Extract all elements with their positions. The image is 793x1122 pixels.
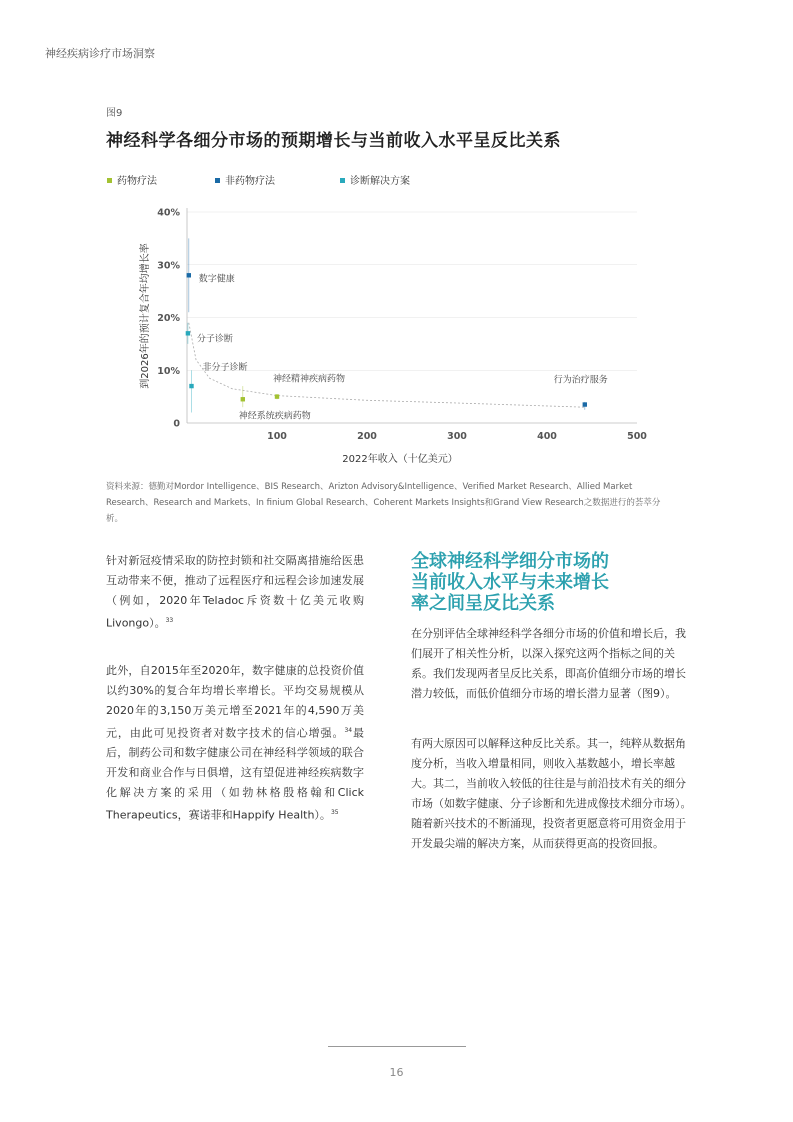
legend-label-drug: 药物疗法 — [117, 176, 157, 187]
legend-marker-nondrug — [215, 178, 220, 183]
left-paragraph-2 — [106, 661, 364, 826]
data-point — [189, 384, 193, 388]
y-axis-label: 到2026年的预计复合年均增长率 — [140, 243, 151, 389]
data-point — [275, 394, 279, 398]
y-tick-label: 10% — [157, 365, 180, 377]
x-tick-label: 100 — [267, 431, 287, 442]
point-label: 行为治疗服务 — [553, 375, 608, 386]
data-point — [187, 273, 191, 277]
point-label: 分子诊断 — [196, 334, 233, 345]
trend-line — [189, 323, 585, 407]
point-label: 非分子诊断 — [202, 363, 248, 374]
document-header: 神经疾病诊疗市场洞察 — [45, 47, 155, 60]
data-point — [186, 331, 190, 335]
data-point — [583, 402, 587, 406]
y-tick-label: 20% — [157, 313, 180, 324]
section-title-line: 当前收入水平与未来增长 — [411, 572, 609, 593]
data-point — [241, 397, 245, 401]
y-tick-label: 0 — [173, 418, 180, 430]
left-paragraph-1 — [106, 551, 364, 634]
left-paragraph-2b-text: 最后，制药公司和数字健康公司在神经科学领域的联合开发和商业合作与日俱增，这有望促进神经疾病数字化解决方案的采用（如勃林格殷格翰和Click Therapeutics，赛诺菲和Happify Health）。 — [106, 726, 364, 822]
point-label: 神经系统疾病药物 — [238, 411, 311, 422]
legend-label-diagnostics: 诊断解决方案 — [350, 176, 410, 187]
point-label: 神经精神疾病药物 — [273, 374, 346, 385]
chart-legend — [107, 174, 410, 187]
left-paragraph-2-text: 此外，自2015年至2020年，数字健康的总投资价值以约30%的复合年均增长率增长。平均交易规模从2020年的3,150万美元增至2021年的4,590万美元，由此可见投资者对数字技术的信心增强。 — [106, 663, 364, 740]
figure-title: 神经科学各细分市场的预期增长与当前收入水平呈反比关系 — [106, 131, 561, 151]
y-tick-label: 40% — [157, 207, 180, 219]
section-title-line: 全球神经科学细分市场的 — [411, 551, 609, 572]
page-number: 16 — [389, 1066, 404, 1079]
x-tick-label: 200 — [357, 431, 377, 442]
x-axis-label: 2022年收入（十亿美元） — [342, 454, 458, 465]
axis-layer — [157, 208, 647, 443]
figure-label: 图9 — [106, 108, 123, 119]
left-paragraph-1-text: 针对新冠疫情采取的防控封锁和社交隔离措施给医患互动带来不便，推动了远程医疗和远程会诊加速发展（例如，2020年Teladoc斥资数十亿美元收购Livongo）。 — [106, 554, 364, 630]
footnote-ref: 33 — [165, 617, 174, 624]
x-tick-label: 400 — [537, 431, 557, 442]
x-tick-label: 300 — [447, 431, 467, 442]
grid-layer — [187, 212, 637, 370]
points-layer — [186, 238, 608, 421]
legend-marker-drug — [107, 178, 112, 183]
section-title-line: 率之间呈反比关系 — [411, 593, 555, 614]
right-paragraph-2: 有两大原因可以解释这种反比关系。其一，纯粹从数据角度分析，当收入增量相同，则收入基数越小，增长率越大。其二，当前收入较低的往往是与前沿技术有关的细分市场（如数字健康、分子诊断和先进成像技术细分市场）。随着新兴技术的不断涌现，投资者更愿意将可用资金用于开发最尖端的解决方案，从而获得更高的投资回报。 — [411, 737, 692, 850]
scatter-chart — [100, 168, 660, 468]
footnote-ref: 35 — [330, 809, 339, 817]
figure-source: 资料来源：德勤对Mordor Intelligence、BIS Research、Arizton Advisory&Intelligence、Verified Market Research、Allied Market Research、Research and Markets、In finium Global Research、Coherent Markets Insights和Grand View Research之数据进行的荟萃分析。 — [106, 482, 661, 524]
x-tick-label: 500 — [627, 431, 647, 442]
section-title — [411, 551, 695, 614]
point-label: 数字健康 — [198, 274, 235, 285]
footnote-ref: 34 — [344, 726, 353, 734]
y-tick-label: 30% — [157, 260, 180, 272]
right-column — [411, 551, 695, 884]
footer-divider — [328, 1046, 466, 1047]
legend-label-nondrug: 非药物疗法 — [225, 176, 275, 187]
left-column — [106, 551, 364, 853]
right-paragraph-1: 在分别评估全球神经科学各细分市场的价值和增长后，我们展开了相关性分析，以深入探究这两个指标之间的关系。我们发现两者呈反比关系，即高价值细分市场的增长潜力较低，而低价值细分市场的增长潜力显著（图9）。 — [411, 627, 686, 700]
legend-marker-diagnostics — [340, 178, 345, 183]
